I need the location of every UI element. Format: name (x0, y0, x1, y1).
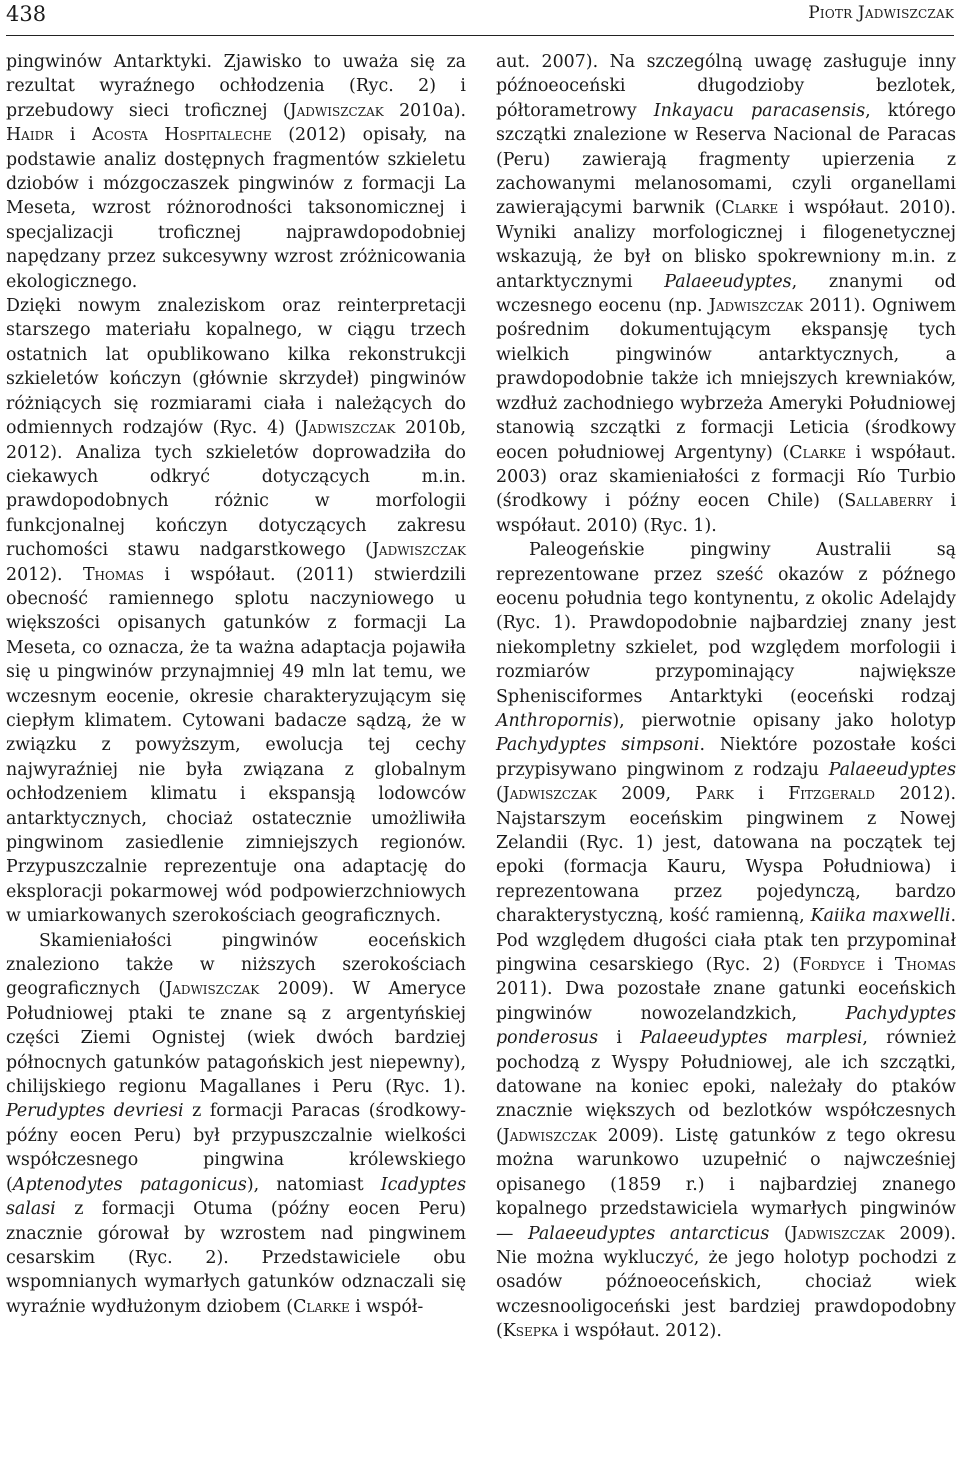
page-header (6, 0, 954, 40)
paragraph: Skamieniałości pingwinów eoceńskich znaleziono także w niższych szerokościach geograficznych (Jadwiszczak 2009). W Ameryce Południowej ptaki te znane są z argentyńskiej części Ziemi Ognistej (wiek dwóch bardziej północnych gatunków patagońskich jest niepewny), chilijskiego regionu Magallanes i Peru (Ryc. 1). Perudyptes devriesi z formacji Paracas (środkowy-późny eocen Peru) był przypuszczalnie wielkości współczesnego pingwina królewskiego (Aptenodytes patagonicus), natomiast Icadyptes salasi z formacji Otuma (późny eocen Peru) znacznie górował by wzrostem nad pingwinem cesarskim (Ryc. 2). Przedstawiciele obu wspomnianych wymarłych gatunków odznaczali się wyraźnie wydłużonym dziobem (Clarke i współ- (6, 930, 467, 1317)
paragraph: pingwinów Antarktyki. Zjawisko to uważa się za rezultat wyraźnego ochłodzenia (Ryc. 2) i przebudowy sieci troficznej (Jadwiszczak 2010a). Haidr i Acosta Hospitaleche (2012) opisały, na podstawie analiz dostępnych fragmentów szkieletu dziobów i mózgoczaszek pingwinów z formacji La Meseta, wzrost różnorodności taksonomicznej i specjalizacji troficznej najprawdopodobniej napędzany przez sukcesywny wzrost zróżnicowania ekologicznego. (6, 52, 467, 292)
running-head: Piotr Jadwiszczak (808, 3, 954, 23)
page-number: 438 (6, 2, 47, 26)
paragraph: Paleogeńskie pingwiny Australii są reprezentowane przez sześć okazów z późnego eocenu południa tego kontynentu, z okolic Adelajdy (Ryc. 1). Prawdopodobnie najbardziej znany jest niekompletny szkielet, pod względem morfologii i rozmiarów przypominający największe Sphenisciformes Antarktyki (eoceński rodzaj Anthropornis), pierwotnie opisany jako holotyp Pachydyptes simpsoni. Niektóre pozostałe kości przypisywano pingwinom z rodzaju Palaeeudyptes (Jadwiszczak 2009, Park i Fitzgerald 2012). Najstarszym eoceńskim pingwinem z Nowej Zelandii (Ryc. 1) jest, datowana na początek tej epoki (formacja Kauru, Wyspa Południowa) i reprezentowana przez pojedynczą, bardzo charakterystyczną, kość ramienną, Kaiika maxwelli. Pod względem długości ciała ptak ten przypominał pingwina cesarskiego (Ryc. 2) (Fordyce i Thomas 2011). Dwa pozostałe znane gatunki eoceńskich pingwinów nowozelandzkich, Pachydyptes ponderosus i Palaeeudyptes marplesi, również pochodzą z Wyspy Południowej, ale ich szczątki, datowane na koniec epoki, należały do ptaków znacznie większych od bezlotków współczesnych (Jadwiszczak 2009). Listę gatunków z tego okresu można warunkowo uzupełnić o najwcześniej opisanego (1859 r.) i najbardziej znanego kopalnego przedstawiciela wymarłych pingwinów — Palaeeudyptes antarcticus (Jadwiszczak 2009). Nie można wykluczyć, że jego holotyp pochodzi z osadów późnoeoceńskich, chociaż wiek wczesnooligoceński jest bardziej prawdopodobny (Ksepka i współaut. 2012). (496, 540, 957, 1342)
right-column (496, 50, 956, 1344)
left-column (6, 50, 466, 1319)
paragraph: aut. 2007). Na szczególną uwagę zasługuje inny późnoeoceński długodzioby bezlotek, półtorametrowy Inkayacu paracasensis, którego szczątki znalezione w Reserva Nacional de Paracas (Peru) zawierają fragmenty upierzenia z zachowanymi melanosomami, czyli organellami zawierającymi barwnik (Clarke i współaut. 2010). Wyniki analizy morfologicznej i filogenetycznej wskazują, że był on blisko spokrewniony m.in. z antarktycznymi Palaeeudyptes, znanymi od wczesnego eocenu (np. Jadwiszczak 2011). Ogniwem pośrednim dokumentującym ekspansję tych wielkich pingwinów antarktycznych, a prawdopodobnie także ich mniejszych krewniaków, wzdłuż zachodniego wybrzeża Ameryki Południowej stanowią szczątki z formacji Leticia (środkowy eocen południowej Argentyny) (Clarke i współaut. 2003) oraz skamieniałości z formacji Río Turbio (środkowy i późny eocen Chile) (Sallaberry i współaut. 2010) (Ryc. 1). (496, 52, 957, 536)
paragraph: Dzięki nowym znaleziskom oraz reinterpretacji starszego materiału kopalnego, w ciągu trzech ostatnich lat opublikowano kilka rekonstrukcji szkieletów kończyn (głównie skrzydeł) pingwinów różniących się rozmiarami ciała i należących do odmiennych rodzajów (Ryc. 4) (Jadwiszczak 2010b, 2012). Analiza tych szkieletów doprowadziła do ciekawych odkryć dotyczących m.in. prawdopodobnych różnic w morfologii funkcjonalnej kończyn dotyczących zakresu ruchomości stawu nadgarstkowego (Jadwiszczak 2012). Thomas i współaut. (2011) stwierdzili obecność ramiennego splotu naczyniowego u większości opisanych gatunków z formacji La Meseta, co oznacza, że ta ważna adaptacja pojawiła się u pingwinów przynajmniej 49 mln lat temu, we wczesnym eocenie, okresie charakteryzującym się ciepłym klimatem. Cytowani badacze sądzą, że w związku z powyższym, ewolucja tej cechy najwyraźniej nie była związana z globalnym ochłodzeniem klimatu i ekspansją lodowców antarktycznych, chociaż ostatecznie umożliwiła pingwinom zasiedlenie zimniejszych regionów. Przypuszczalnie reprezentuje ona adaptację do eksploracji pokarmowej wód podpowierzchniowych w umiarkowanych szerokościach geograficznych. (6, 296, 466, 927)
header-rule (6, 35, 954, 36)
